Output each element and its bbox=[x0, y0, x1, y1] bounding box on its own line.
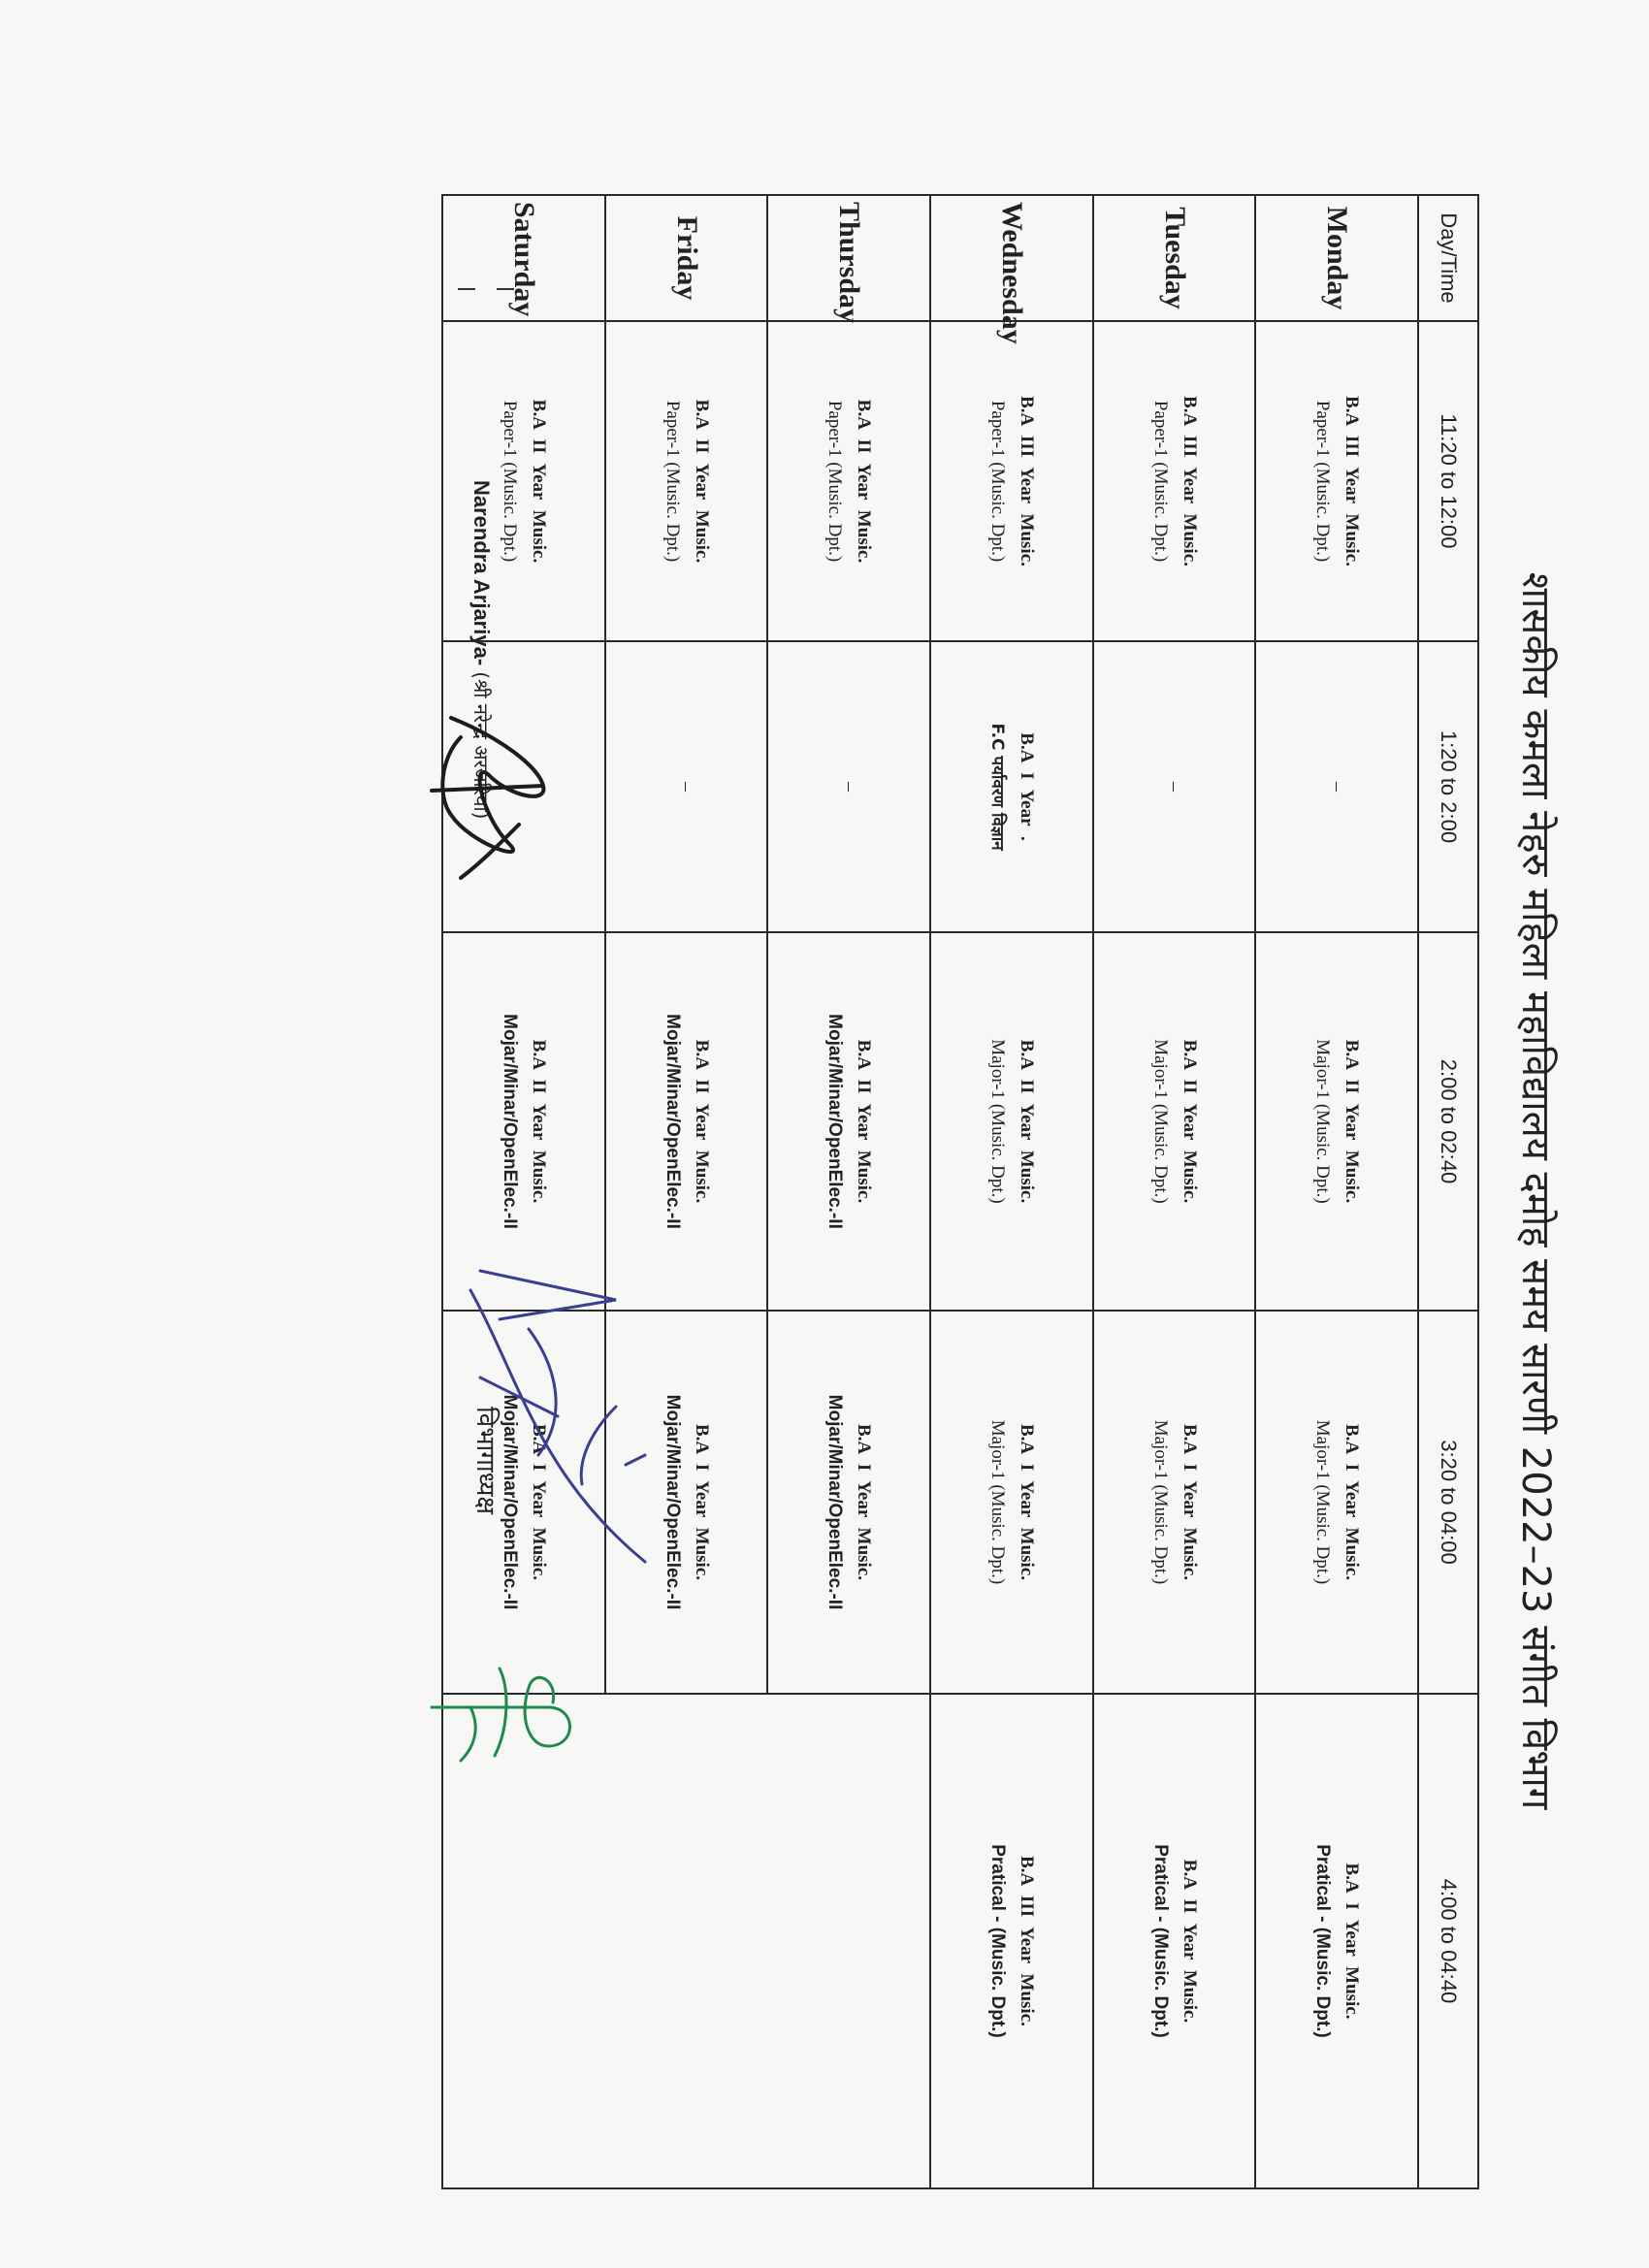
table-row bbox=[1093, 195, 1256, 2188]
class-name: B.A III Year Music. bbox=[1179, 396, 1200, 567]
class-cell bbox=[1093, 321, 1256, 641]
class-cell bbox=[605, 321, 768, 641]
class-name: B.A II Year Music. bbox=[691, 1039, 712, 1204]
class-cell bbox=[1093, 1694, 1256, 2188]
class-name: B.A I Year Music. bbox=[691, 1423, 712, 1581]
subject: Pratical - (Music. Dpt.) bbox=[1149, 1844, 1171, 2038]
class-name: B.A II Year Music. bbox=[528, 399, 549, 564]
subject: Mojar/Minar/OpenElec.-II bbox=[662, 1014, 683, 1229]
class-name: B.A I Year Music. bbox=[1342, 1423, 1363, 1581]
class-name: B.A II Year Music. bbox=[1016, 1039, 1037, 1204]
class-cell bbox=[1093, 932, 1256, 1311]
principal-signature bbox=[422, 1649, 587, 1775]
class-name: B.A III Year Music. bbox=[1016, 1856, 1037, 2026]
teacher-signature bbox=[422, 698, 567, 892]
timetable-header-row bbox=[1418, 195, 1478, 2188]
class-name: B.A I Year Music. bbox=[1179, 1423, 1200, 1581]
day-cell: Monday bbox=[1255, 195, 1418, 321]
subject: Mojar/Minar/OpenElec.-II bbox=[824, 1014, 846, 1229]
class-name: B.A I Year Music. bbox=[528, 1423, 549, 1581]
class-cell bbox=[1255, 1694, 1418, 2188]
header-daytime: Day/Time bbox=[1418, 195, 1478, 321]
table-row bbox=[1255, 195, 1418, 2188]
class-cell bbox=[1255, 321, 1418, 641]
class-name: B.A II Year Music. bbox=[528, 1039, 549, 1204]
class-name: B.A I Year Music. bbox=[1342, 1863, 1363, 2020]
teacher-name-hindi: (श्री नरेन्द्र अरजरिया) bbox=[469, 671, 493, 820]
class-cell bbox=[605, 932, 768, 1311]
subject: Pratical - (Music. Dpt.) bbox=[986, 1844, 1008, 2038]
day-cell: Thursday bbox=[767, 195, 930, 321]
subject: Mojar/Minar/OpenElec.-II bbox=[824, 1394, 846, 1610]
header-slot-3: 2:00 to 02:40 bbox=[1418, 932, 1478, 1311]
class-cell bbox=[1255, 932, 1418, 1311]
subject: Major-1 (Music. Dpt.) bbox=[1149, 1419, 1171, 1585]
class-name: B.A II Year Music. bbox=[1179, 1039, 1200, 1204]
subject: Paper-1 (Music. Dpt.) bbox=[499, 400, 520, 563]
footer bbox=[427, 194, 514, 2187]
header-slot-1: 11:20 to 12:00 bbox=[1418, 321, 1478, 641]
class-cell bbox=[767, 1311, 930, 1694]
rotated-document bbox=[427, 194, 1576, 2187]
day-cell: Friday bbox=[605, 195, 768, 321]
empty-cell: – bbox=[605, 641, 768, 932]
class-cell bbox=[767, 321, 930, 641]
subject: Pratical - (Music. Dpt.) bbox=[1312, 1844, 1334, 2038]
subject: Major-1 (Music. Dpt.) bbox=[986, 1419, 1008, 1585]
subject: Mojar/Minar/OpenElec.-II bbox=[662, 1394, 683, 1610]
class-cell bbox=[930, 321, 1093, 641]
class-cell bbox=[1093, 1311, 1256, 1694]
document-title: शासकीय कमला नेहरु महिला महाविद्यालय दमोह समय सारणी 2022–23 संगीत विभाग bbox=[1513, 571, 1558, 1810]
class-name: B.A II Year Music. bbox=[854, 1039, 875, 1204]
class-cell bbox=[930, 1694, 1093, 2188]
class-name: B.A II Year Music. bbox=[854, 399, 875, 564]
subject: Major-1 (Music. Dpt.) bbox=[1312, 1419, 1334, 1585]
class-cell bbox=[767, 932, 930, 1311]
class-name: B.A II Year Music. bbox=[691, 399, 712, 564]
timetable bbox=[441, 194, 1479, 2189]
subject: Paper-1 (Music. Dpt.) bbox=[824, 400, 846, 563]
subject: Mojar/Minar/OpenElec.-II bbox=[499, 1394, 520, 1610]
margin-ticks bbox=[436, 286, 514, 292]
class-name: B.A II Year Music. bbox=[1342, 1039, 1363, 1204]
subject: Major-1 (Music. Dpt.) bbox=[1149, 1039, 1171, 1204]
subject: Paper-1 (Music. Dpt.) bbox=[662, 400, 683, 563]
empty-cell: – bbox=[1093, 641, 1256, 932]
class-name: B.A II Year Music. bbox=[1179, 1859, 1200, 2024]
subject: Paper-1 (Music. Dpt.) bbox=[986, 400, 1008, 563]
header-slot-5: 4:00 to 04:40 bbox=[1418, 1694, 1478, 2188]
table-row bbox=[767, 195, 930, 2188]
subject: Major-1 (Music. Dpt.) bbox=[1312, 1039, 1334, 1204]
subject: Paper-1 (Music. Dpt.) bbox=[1312, 400, 1334, 563]
empty-cell: – bbox=[1255, 641, 1418, 932]
day-cell: Wednesday bbox=[930, 195, 1093, 321]
class-name: B.A III Year Music. bbox=[1342, 396, 1363, 567]
class-cell bbox=[1255, 1311, 1418, 1694]
table-row bbox=[930, 195, 1093, 2188]
class-name: B.A I Year . bbox=[1016, 732, 1037, 841]
department-head-label: विभागाध्यक्ष bbox=[470, 1407, 500, 1515]
subject: Paper-1 (Music. Dpt.) bbox=[1149, 400, 1171, 563]
day-cell: Tuesday bbox=[1093, 195, 1256, 321]
subject: Major-1 (Music. Dpt.) bbox=[986, 1039, 1008, 1204]
teacher-name-english: Narendra Arjariya- bbox=[469, 480, 494, 666]
class-name: B.A III Year Music. bbox=[1016, 396, 1037, 567]
class-name: B.A I Year Music. bbox=[1016, 1423, 1037, 1581]
header-slot-2: 1:20 to 2:00 bbox=[1418, 641, 1478, 932]
header-slot-4: 3:20 to 04:00 bbox=[1418, 1311, 1478, 1694]
subject: F.C पर्यावरण विज्ञान bbox=[986, 723, 1007, 851]
day-cell: Saturday bbox=[442, 195, 605, 321]
subject: Mojar/Minar/OpenElec.-II bbox=[499, 1014, 520, 1229]
hod-signature bbox=[451, 1261, 674, 1571]
class-cell bbox=[930, 1311, 1093, 1694]
class-cell bbox=[930, 641, 1093, 932]
empty-cell: – bbox=[767, 641, 930, 932]
class-cell bbox=[930, 932, 1093, 1311]
class-name: B.A I Year Music. bbox=[854, 1423, 875, 1581]
